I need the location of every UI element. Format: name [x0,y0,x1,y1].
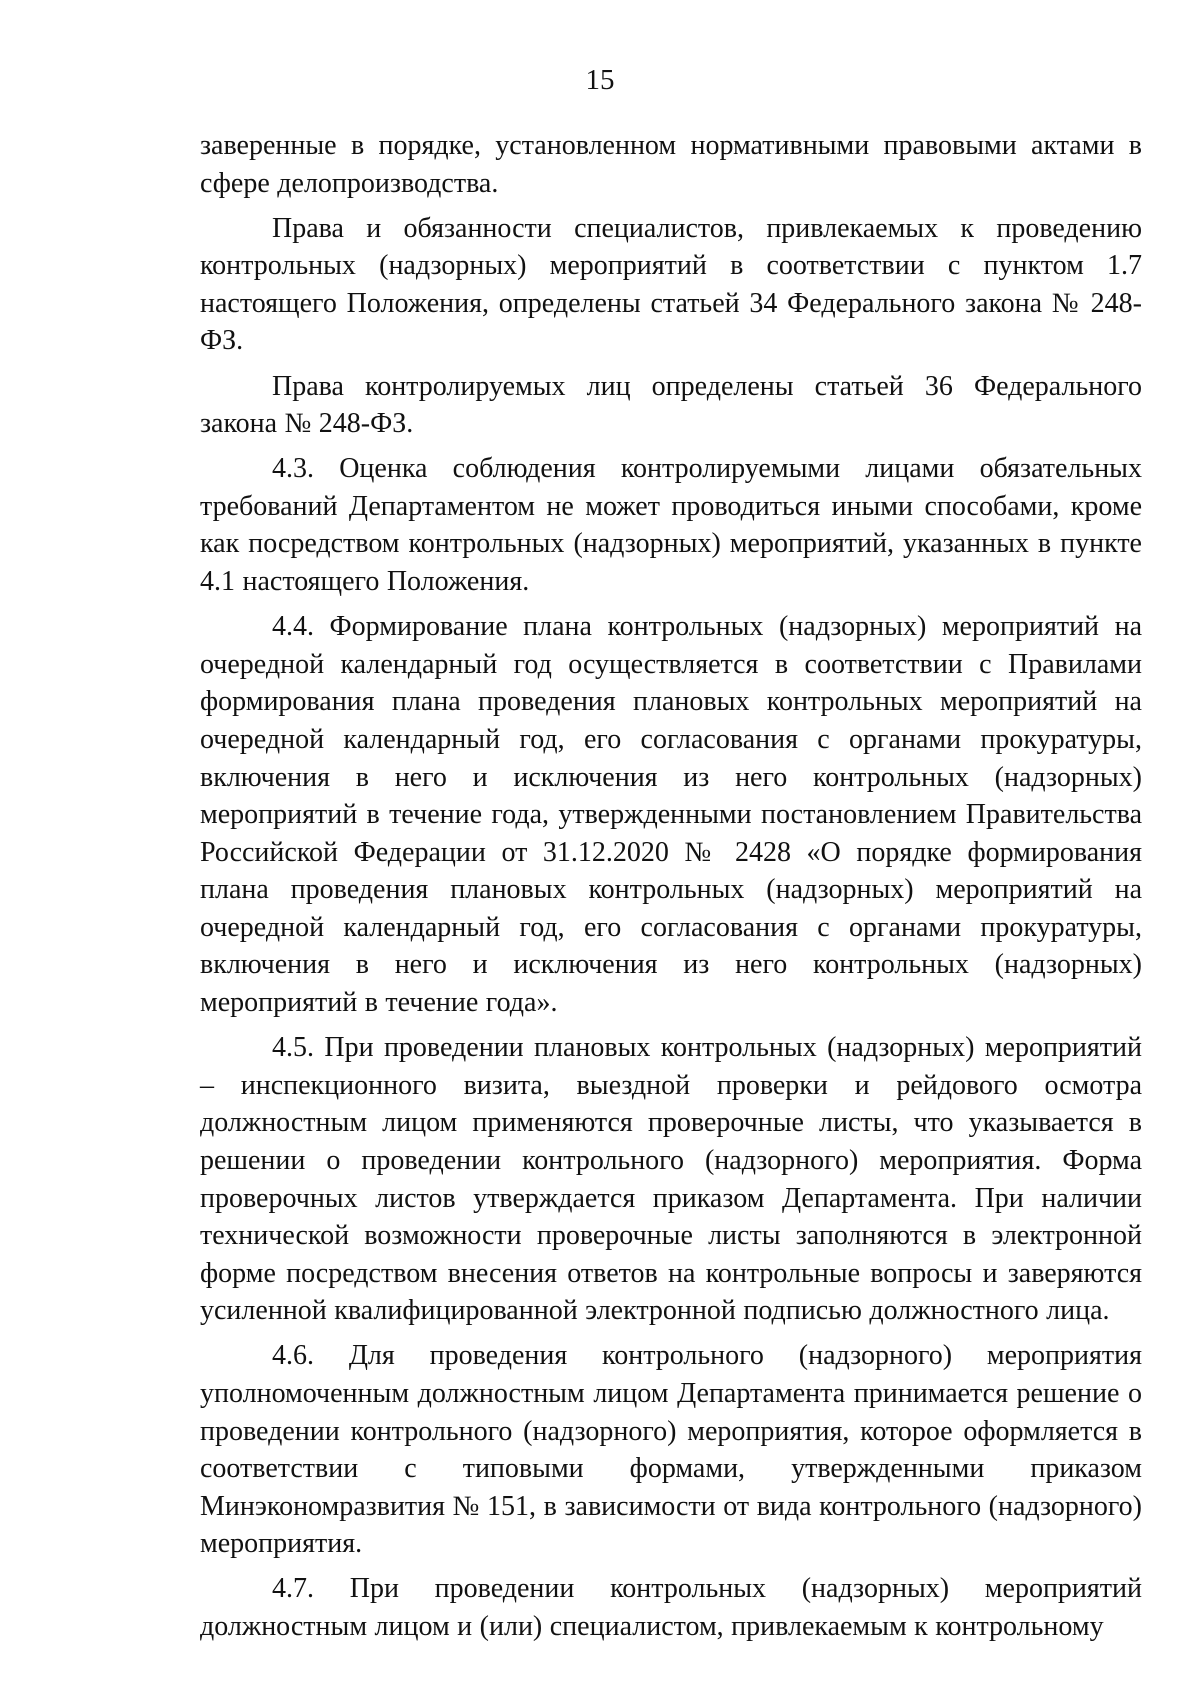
paragraph-4-3: 4.3. Оценка соблюдения контролируемыми лицами обязательных требований Департаментом не может проводиться иными способами, кроме как посредством контрольных (надзорных) мероприятий, указанных в пункте 4.1 настоящего Положения. [200,453,1142,598]
page-number: 15 [585,64,615,96]
paragraph-controlled-persons-rights: Права контролируемых лиц определены статьей 36 Федерального закона № 248-ФЗ. [200,370,1142,440]
paragraph-4-6: 4.6. Для проведения контрольного (надзорного) мероприятия уполномоченным должностным лицом Департамента принимается решение о проведении контрольного (надзорного) мероприятия, которое оформляется в соответствии с типовыми формами, утвержденными приказом Минэкономразвития № 151, в зависимости от вида контрольного (надзорного) мероприятия. [200,1340,1142,1560]
document-body [200,127,1142,1653]
paragraph-certified-copies: заверенные в порядке, установленном нормативными правовыми актами в сфере делопроизводства. [200,130,1142,199]
paragraph-4-4: 4.4. Формирование плана контрольных (надзорных) мероприятий на очередной календарный год осуществляется в соответствии с Правилами формирования плана проведения плановых контрольных мероприятий на очередной календарный год, его согласования с органами прокуратуры, включения в него и исключения из него контрольных (надзорных) мероприятий в течение года, утвержденными постановлением Правительства Российской Федерации от 31.12.2020 № 2428 «О порядке формирования плана проведения плановых контрольных (надзорных) мероприятий на очередной календарный год, его согласования с органами прокуратуры, включения в него и исключения из него контрольных (надзорных) мероприятий в течение года». [200,611,1142,1019]
paragraph-4-5: 4.5. При проведении плановых контрольных (надзорных) мероприятий – инспекционного визита, выездной проверки и рейдового осмотра должностным лицом применяются проверочные листы, что указывается в решении о проведении контрольного (надзорного) мероприятия. Форма проверочных листов утверждается приказом Департамента. При наличии технической возможности проверочные листы заполняются в электронной форме посредством внесения ответов на контрольные вопросы и заверяются усиленной квалифицированной электронной подписью должностного лица. [200,1032,1142,1327]
paragraph-4-7: 4.7. При проведении контрольных (надзорных) мероприятий должностным лицом и (или) специалистом, привлекаемым к контрольному [200,1573,1142,1643]
paragraph-specialist-rights: Права и обязанности специалистов, привлекаемых к проведению контрольных (надзорных) мероприятий в соответствии с пунктом 1.7 настоящего Положения, определены статьей 34 Федерального закона № 248-ФЗ. [200,212,1142,357]
